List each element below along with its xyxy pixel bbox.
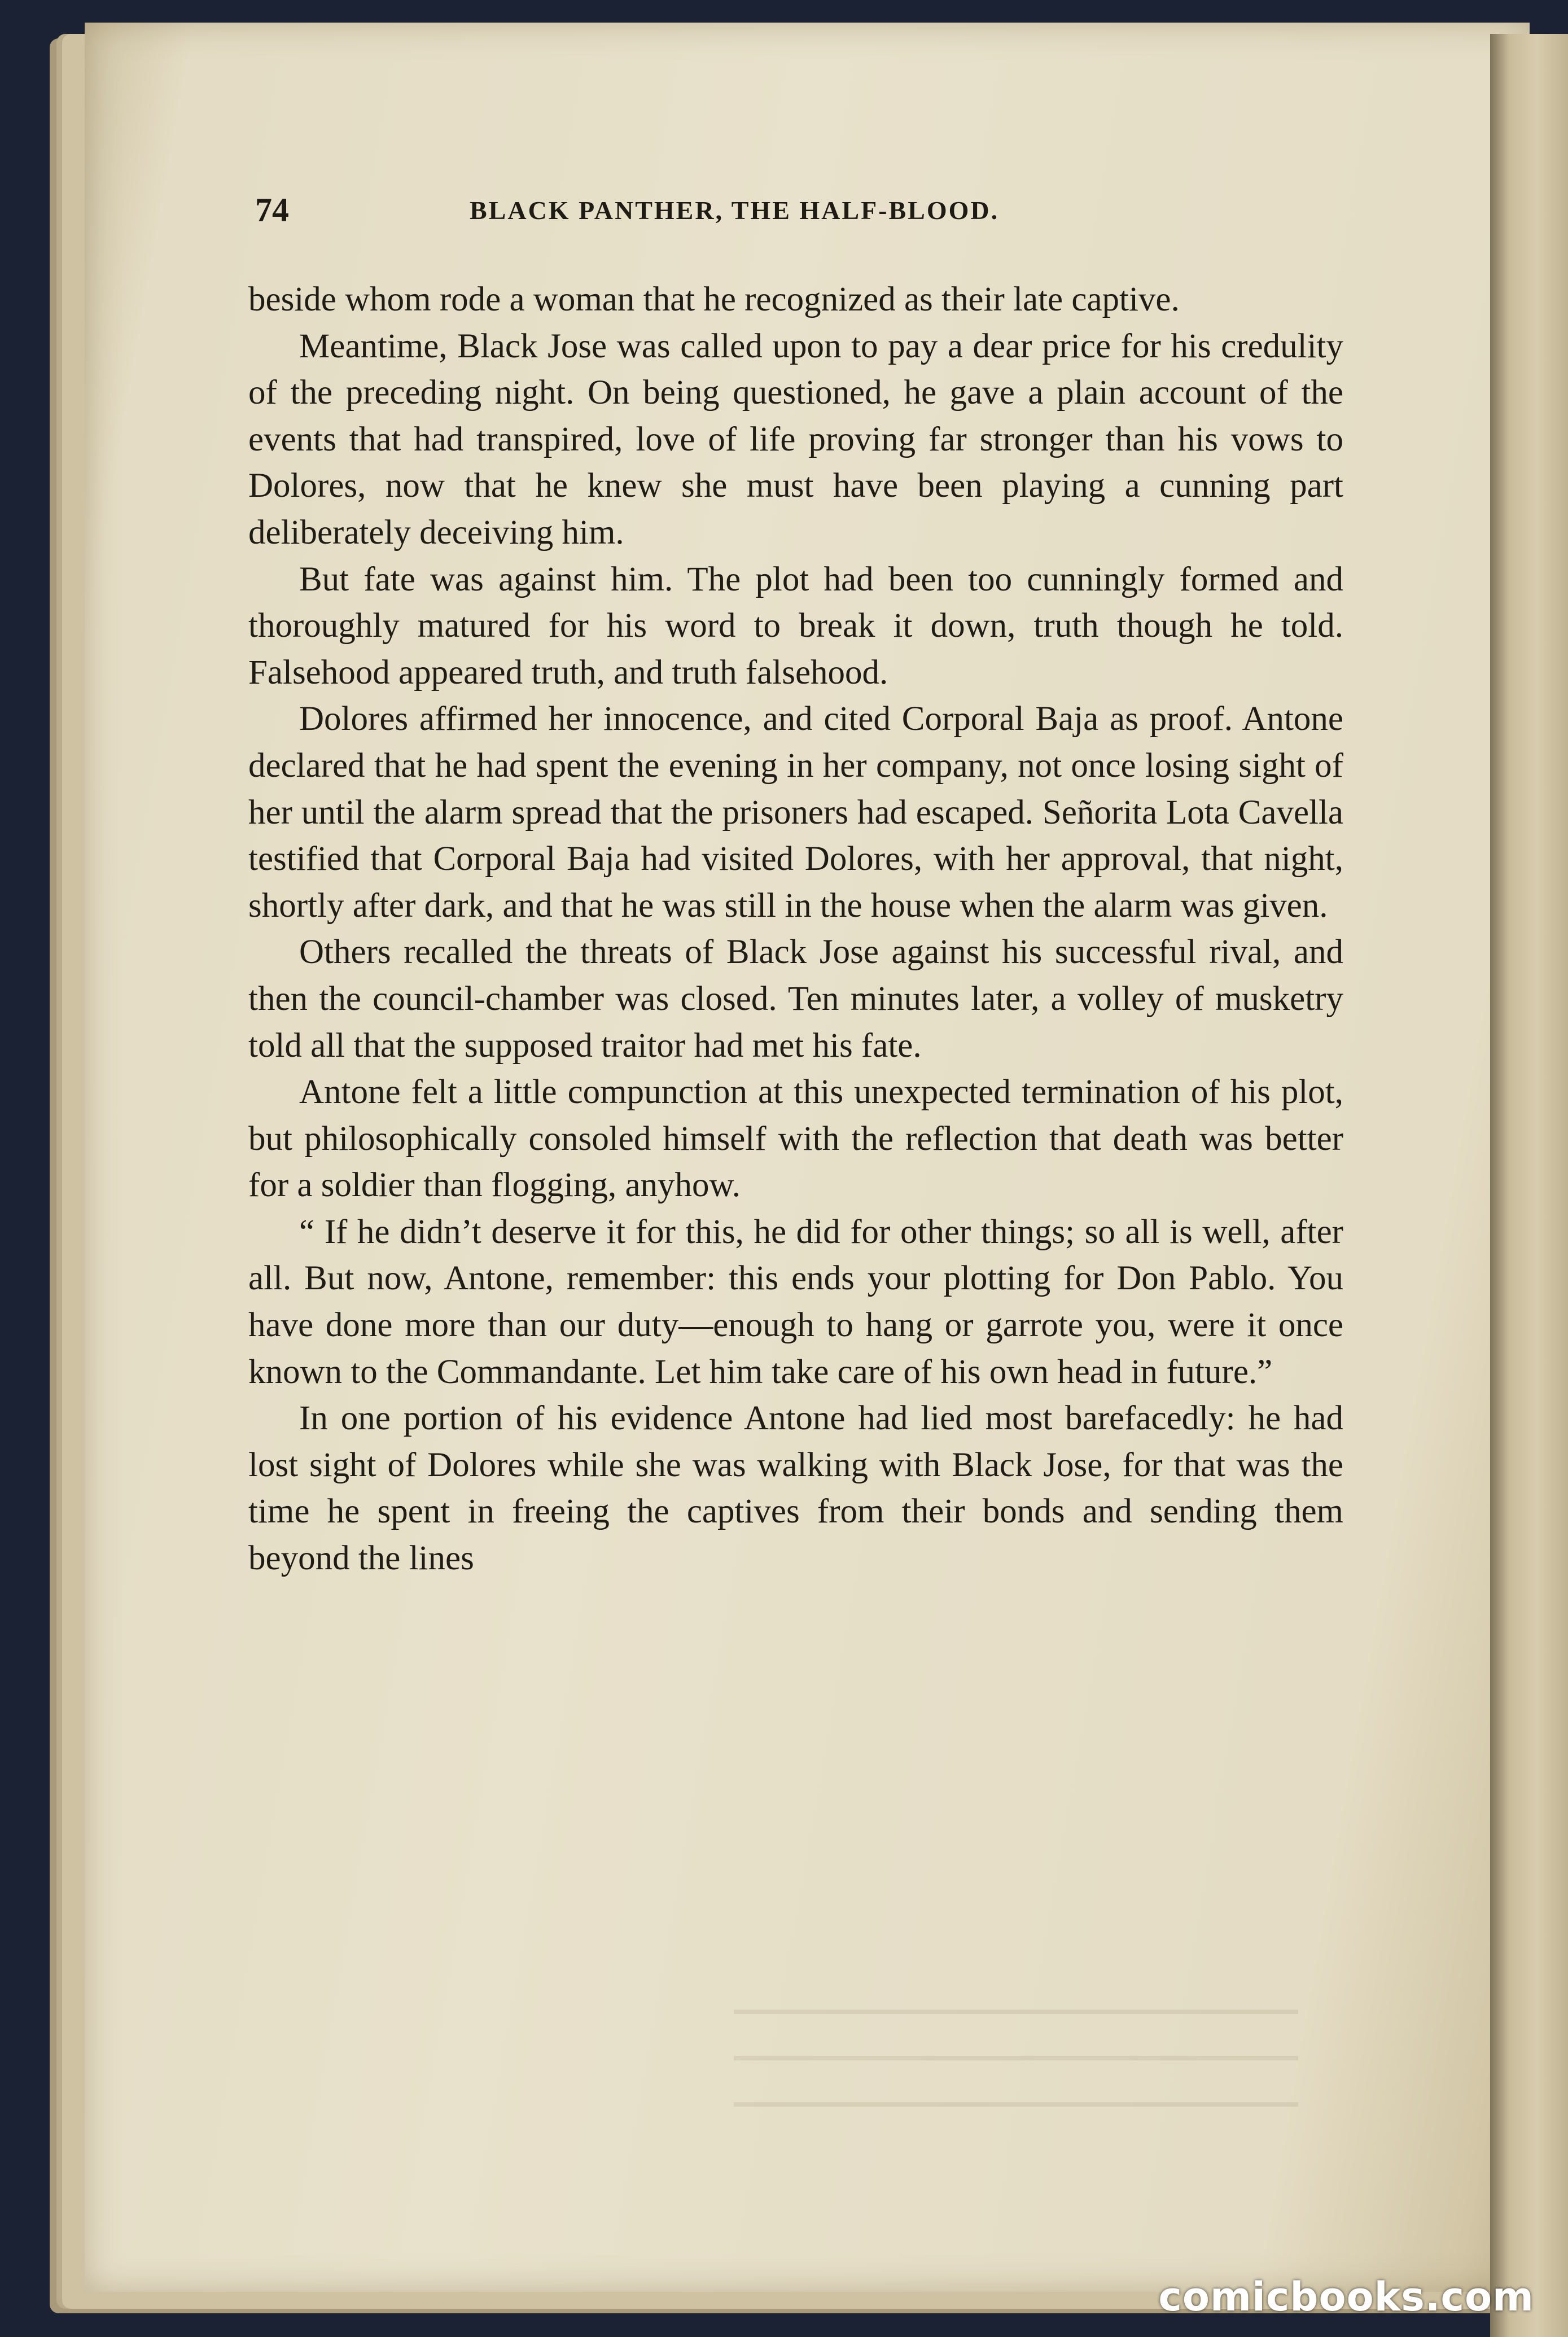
watermark: comicbooks.com <box>1158 2274 1534 2320</box>
paragraph: Antone felt a little compunction at this unexpected termination of his plot, but philosophically consoled himself with the reflection that death was better for a soldier than flogging, anyhow. <box>248 1073 1343 1205</box>
paragraph: Others recalled the threats of Black Jose against his successful rival, and then the council-chamber was closed. Ten minutes later, a volley of musketry told all that the supposed traitor had met his fate. <box>248 933 1343 1065</box>
paragraph: beside whom rode a woman that he recognized as their late captive. <box>248 281 1180 318</box>
page-number: 74 <box>255 191 289 229</box>
paragraph: Meantime, Black Jose was called upon to pay a dear price for his credulity of the preceding night. On being questioned, he gave a plain account of the events that had transpired, love of life proving far stronger than his vows to Dolores, now that he knew she must have been playing a cunning part deliberately deceiving him. <box>248 327 1343 552</box>
body-text <box>248 277 1343 1582</box>
page-header <box>170 191 1316 242</box>
show-through-text <box>734 1998 1298 2134</box>
paragraph: In one portion of his evidence Antone had lied most barefacedly: he had lost sight of Dolores while she was walking with Black Jose, for that was the time he spent in freeing the captives from their bonds and sending them beyond the lines <box>248 1399 1343 1578</box>
paragraph: Dolores affirmed her innocence, and cited Corporal Baja as proof. Antone declared that he had spent the evening in her company, not once losing sight of her until the alarm spread that the prisoners had escaped. Señorita Lota Cavella testified that Corporal Baja had visited Dolores, with her approval, that night, shortly after dark, and that he was still in the house when the alarm was given. <box>248 700 1343 925</box>
paragraph: “ If he didn’t deserve it for this, he did for other things; so all is well, after all. But now, Antone, remember: this ends your plotting for Don Pablo. You have done more than our duty—enough to hang or garrote you, were it once known to the Commandante. Let him take care of his own head in future.” <box>248 1213 1343 1391</box>
facing-page-edge <box>1490 34 1568 2337</box>
paragraph: But fate was against him. The plot had been too cunningly formed and thoroughly matured for his word to break it down, truth though he told. Falsehood appeared truth, and truth falsehood. <box>248 560 1343 692</box>
running-head: BLACK PANTHER, THE HALF-BLOOD. <box>470 196 1000 225</box>
